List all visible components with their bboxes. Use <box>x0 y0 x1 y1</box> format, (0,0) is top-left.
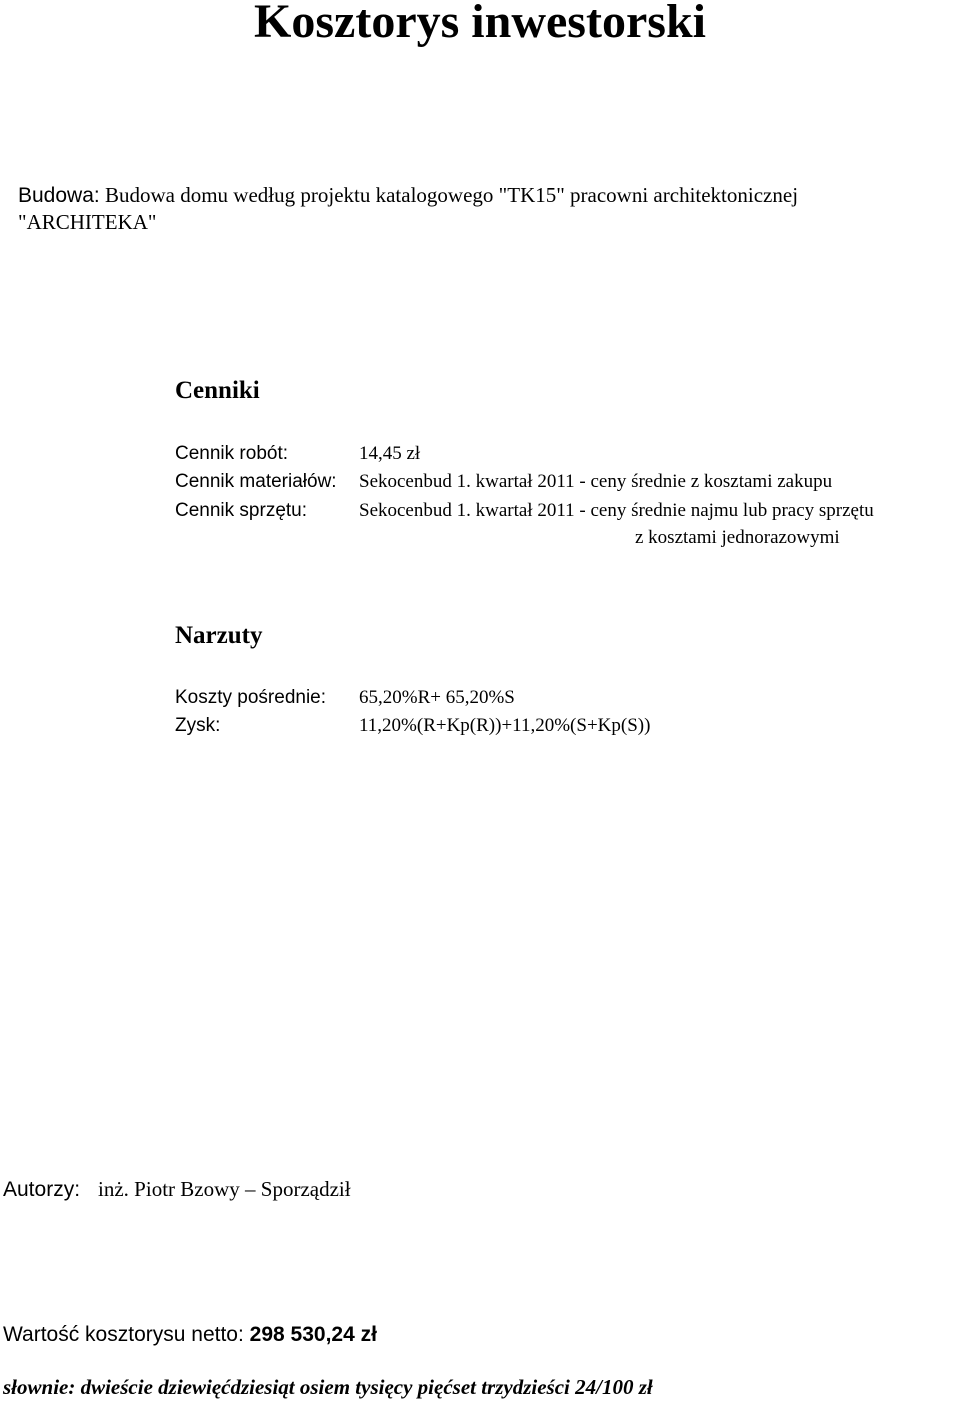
koszty-posrednie-value: 65,20%R+ 65,20%S <box>359 687 515 708</box>
autorzy-value: inż. Piotr Bzowy – Sporządził <box>98 1177 351 1201</box>
budowa-label: Budowa: <box>18 184 100 207</box>
wartosc-amount: 298 530,24 zł <box>249 1323 377 1346</box>
cenniki-heading: Cenniki <box>175 377 260 404</box>
cennik-robot-row <box>175 442 960 466</box>
koszty-posrednie-row <box>175 686 960 710</box>
cennik-sprzetu-value: Sekocenbud 1. kwartał 2011 - ceny średnie najmu lub pracy sprzętu <box>359 500 874 521</box>
cennik-materialow-label: Cennik materiałów: <box>175 471 337 492</box>
zysk-value: 11,20%(R+Kp(R))+11,20%(S+Kp(S)) <box>359 715 651 736</box>
cennik-materialow-row <box>175 470 960 494</box>
slownie-line: słownie: dwieście dziewięćdziesiąt osiem tysięcy pięćset trzydzieści 24/100 zł <box>3 1375 653 1399</box>
narzuty-heading: Narzuty <box>175 622 263 649</box>
cennik-sprzetu-row <box>175 499 960 523</box>
document-title: Kosztorys inwestorski <box>254 0 706 48</box>
wartosc-line <box>3 1322 377 1348</box>
wartosc-label: Wartość kosztorysu netto: <box>3 1323 244 1346</box>
cennik-robot-label: Cennik robót: <box>175 443 289 464</box>
autorzy-line <box>3 1176 351 1203</box>
koszty-posrednie-label: Koszty pośrednie: <box>175 687 327 708</box>
cennik-sprzetu-value-cont: z kosztami jednorazowymi <box>635 527 840 548</box>
autorzy-label: Autorzy: <box>3 1178 81 1201</box>
budowa-line <box>18 182 938 235</box>
zysk-row <box>175 714 960 738</box>
budowa-value: Budowa domu według projektu katalogowego "TK15" pracowni architektonicznej "ARCHITEKA" <box>18 183 799 234</box>
cennik-sprzetu-label: Cennik sprzętu: <box>175 500 308 521</box>
cennik-materialow-value: Sekocenbud 1. kwartał 2011 - ceny średnie z kosztami zakupu <box>359 471 833 492</box>
zysk-label: Zysk: <box>175 715 221 736</box>
cennik-robot-value: 14,45 zł <box>359 443 421 464</box>
